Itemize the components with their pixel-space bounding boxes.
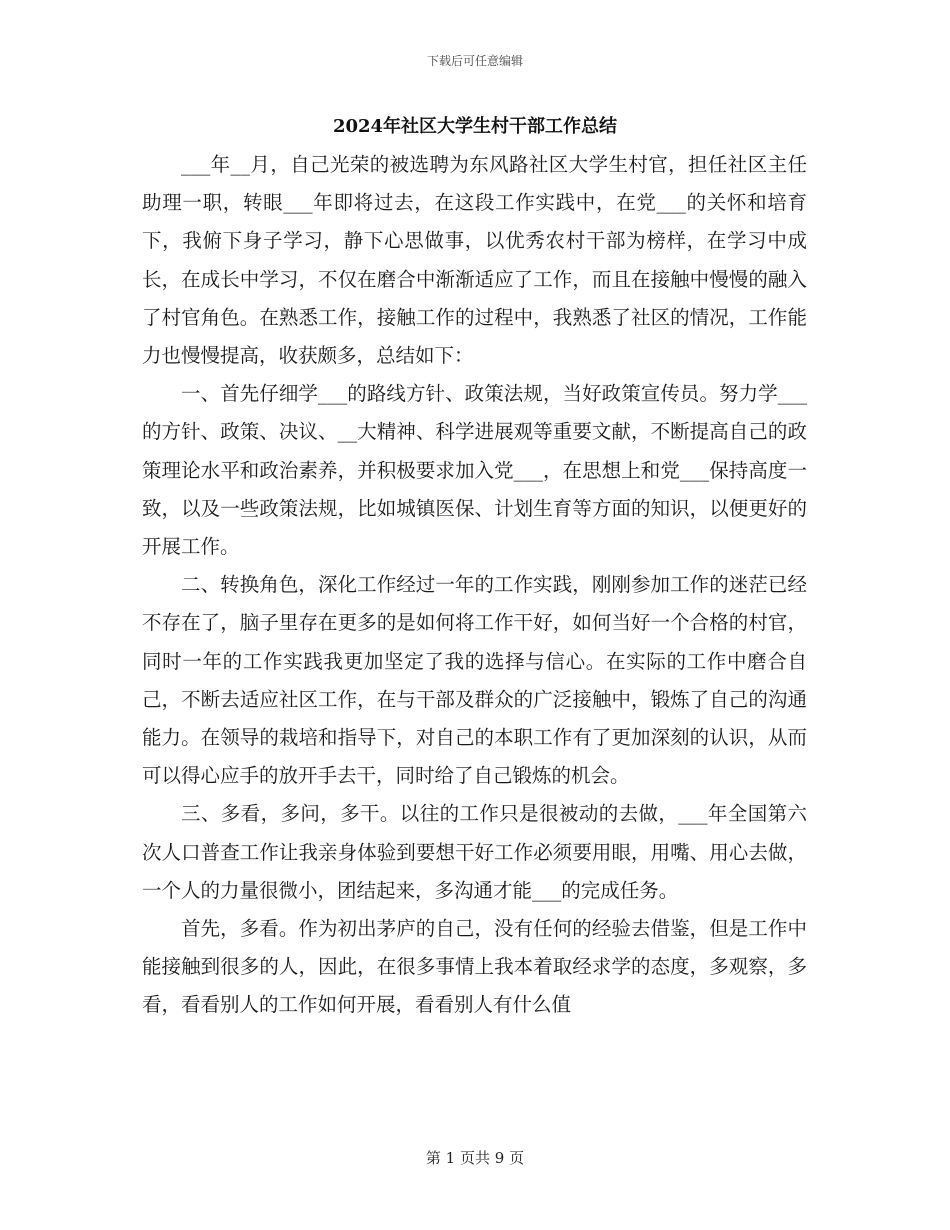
- document-title: 2024年社区大学生村干部工作总结: [332, 116, 618, 137]
- paragraph: 一、首先仔细学___的路线方针、政策法规，当好政策宣传员。努力学___的方针、政策、决议、__大精神、科学进展观等重要文献，不断提高自己的政策理论水平和政治素养，并积极要求加入党___，在思想上和党___保持高度一致，以及一些政策法规，比如城镇医保、计划生育等方面的知识，以便更好的开展工作。: [142, 382, 807, 559]
- document-body: [142, 146, 807, 1025]
- paragraph: ___年__月，自己光荣的被选聘为东风路社区大学生村官，担任社区主任助理一职，转眼___年即将过去，在这段工作实践中，在党___的关怀和培育下，我俯下身子学习，静下心思做事，以优秀农村干部为榜样，在学习中成长，在成长中学习，不仅在磨合中渐渐适应了工作，而且在接触中慢慢的融入了村官角色。在熟悉工作，接触工作的过程中，我熟悉了社区的情况，工作能力也慢慢提高，收获颇多，总结如下：: [142, 153, 807, 368]
- page-footer: 第 1 页共 9 页: [425, 1149, 525, 1167]
- paragraph: 三、多看，多问，多干。以往的工作只是很被动的去做，___年全国第六次人口普查工作让我亲身体验到要想干好工作必须要用眼，用嘴、用心去做，一个人的力量很微小，团结起来，多沟通才能___的完成任务。: [142, 802, 807, 902]
- paragraph: 二、转换角色，深化工作经过一年的工作实践，刚刚参加工作的迷茫已经不存在了，脑子里存在更多的是如何将工作干好，如何当好一个合格的村官，同时一年的工作实践我更加坚定了我的选择与信心。在实际的工作中磨合自己，不断去适应社区工作，在与干部及群众的广泛接触中，锻炼了自己的沟通能力。在领导的栽培和指导下，对自己的本职工作有了更加深刻的认识，从而可以得心应手的放开手去干，同时给了自己锻炼的机会。: [142, 573, 807, 788]
- header-note: 下载后可任意编辑: [426, 54, 523, 68]
- paragraph: 首先，多看。作为初出茅庐的自己，没有任何的经验去借鉴，但是工作中能接触到很多的人，因此，在很多事情上我本着取经求学的态度，多观察，多看，看看别人的工作如何开展，看看别人有什么值: [142, 917, 807, 1017]
